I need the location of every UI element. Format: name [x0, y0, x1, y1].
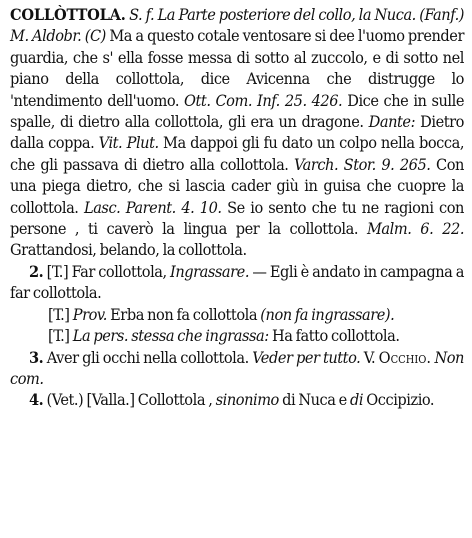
sense-gloss: Ingrassare.: [170, 261, 250, 281]
source-aldobrandino: M. Aldobr.: [10, 26, 82, 46]
citation: Dante:: [368, 112, 416, 132]
usage-tag: [T.]: [48, 326, 70, 346]
source-fanfani: (Fanf.): [419, 5, 464, 24]
citation: Ott. Com. Inf.: [184, 90, 280, 110]
sense-text: Far collottola,: [71, 261, 167, 281]
citation: Malm.: [366, 219, 412, 239]
citation-number: 25. 426.: [284, 90, 343, 110]
usage-note: Non com.: [10, 347, 464, 388]
source-crusca: (C): [84, 26, 106, 46]
source-tag: [Valla.]: [86, 390, 135, 410]
usage-tag: [T.]: [48, 304, 70, 324]
sense-2: [10, 261, 464, 304]
citation: Lasc. Parent.: [83, 197, 176, 217]
sense-example: — Egli è andato in campagna a far collottola.: [10, 261, 464, 303]
sense-gloss: sinonimo: [215, 390, 279, 410]
quotation-text: Grattandosi, belando, la collottola.: [10, 240, 247, 260]
quotation-text: Con una piega dietro, che si lascia cader giù in guisa che cuopre la collottola.: [10, 154, 464, 217]
citation-number: 9. 265.: [381, 154, 431, 174]
citation-number: 6. 22.: [420, 219, 464, 239]
sense-number: 3.: [29, 347, 44, 367]
cross-ref-prefix: V.: [363, 347, 376, 367]
quotation-text: Se io sento che tu ne ragioni con persone , ti caverò la lingua per la collottola.: [10, 197, 464, 239]
sense-text: Occipizio.: [366, 390, 435, 410]
grammar-label: S. f.: [129, 5, 155, 24]
sense-label: Prov.: [72, 304, 107, 324]
sense-2-person: [10, 325, 464, 346]
usage-tag: (Vet.): [46, 390, 84, 410]
sense-text: Ha fatto collottola.: [271, 326, 400, 346]
citation-number: 4. 10.: [181, 197, 222, 217]
citation: Varch. Stor.: [294, 154, 376, 174]
sense-gloss: di: [350, 390, 364, 410]
sense-number: 4.: [29, 390, 44, 410]
dictionary-entry: [10, 4, 464, 411]
sense-3: [10, 347, 464, 390]
sense-text: Aver gli occhi nella collottola.: [46, 347, 249, 367]
sense-2-proverb: [10, 304, 464, 325]
sense-gloss: (non fa ingrassare).: [260, 304, 395, 324]
sense-text: di Nuca e: [282, 390, 347, 410]
entry-main-sense: [10, 4, 464, 261]
sense-gloss: Veder per tutto.: [252, 347, 361, 367]
sense-4: [10, 389, 464, 410]
quotation-text: Ma a questo cotale ventosare si dee l'uomo prender guardia, che s' ella fosse messa di sotto al zuccolo, e di sotto nel piano della collottola, dice Avicenna che distrugge lo 'ntendimento dell'uomo.: [10, 26, 464, 110]
citation: Vit. Plut.: [98, 133, 159, 153]
sense-text: Erba non fa collottola: [110, 304, 258, 324]
quotation-text: Dice che in sulle spalle, di dietro alla collottola, gli era un dragone.: [10, 90, 464, 132]
quotation-text: Dietro dalla coppa.: [10, 112, 464, 153]
cross-ref-word: Occhio.: [378, 347, 431, 367]
sense-gloss: La pers. stessa che ingrassa:: [72, 326, 269, 346]
usage-tag: [T.]: [46, 261, 69, 281]
sense-number: 2.: [29, 261, 44, 281]
definition: La Parte posteriore del collo, la Nuca.: [157, 5, 416, 24]
quotation-text: Ma dappoi gli fu dato un colpo nella bocca, che gli passava di dietro alla collottola.: [10, 133, 464, 174]
sense-text: Collottola ,: [137, 390, 213, 410]
headword: COLLÒTTOLA.: [10, 5, 126, 24]
